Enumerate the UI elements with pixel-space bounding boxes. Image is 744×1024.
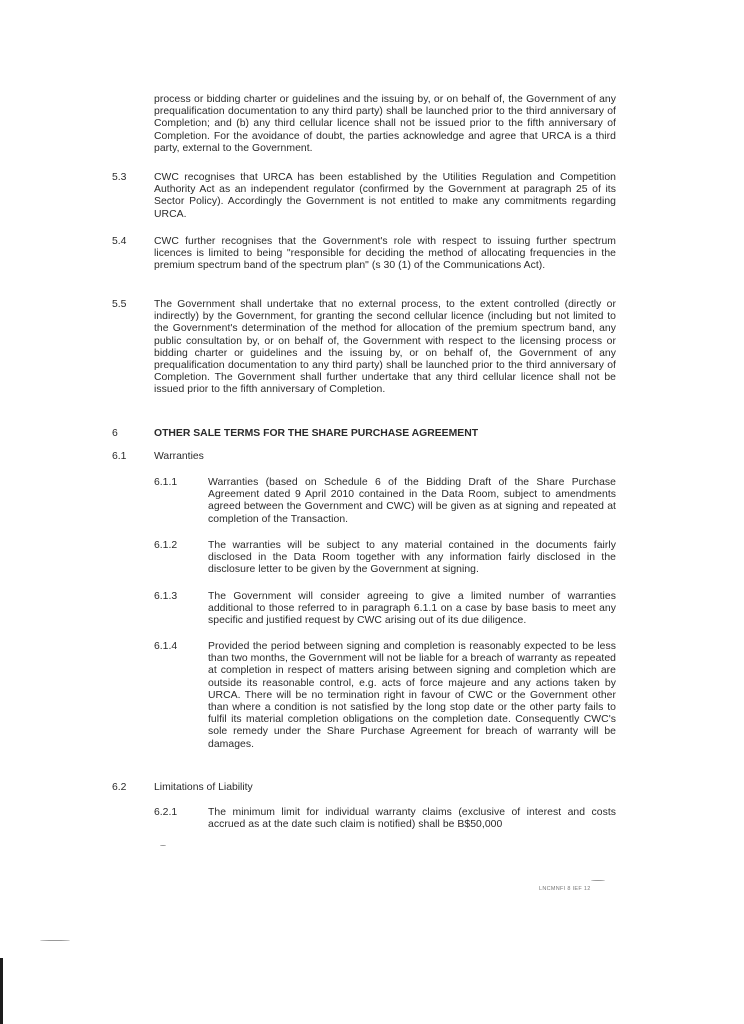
section-number-6: 6 (112, 428, 118, 439)
clause-text-6-1-4: Provided the period between signing and completion is reasonably expected to be less than two months, the Government will not be liable for a breach of warranty as repeated at completion in respect of matters arising between signing and completion which are outside its reasonable control, e.g. acts of force majeure and any actions taken by URCA. There will be no termination right in favour of CWC or the Government other than where a condition is not satisfied by the long stop date or the other party fails to fulfil its material completion obligations on the completion date. Consequently CWC's sole remedy under the Share Purchase Agreement for breach of warranty will be damages. (208, 641, 616, 750)
clause-number-6-2-1: 6.2.1 (154, 807, 178, 818)
scan-edge-mark (0, 958, 3, 1024)
scan-speck (160, 845, 166, 846)
clause-text-6-1-3: The Government will consider agreeing to give a limited number of warranties additional to those referred to in paragraph 6.1.1 on a case by base basis to meet any specific and justified request by CWC arising out of its due diligence. (208, 591, 616, 627)
scan-speck (40, 940, 70, 941)
section-text-5-3: CWC recognises that URCA has been established by the Utilities Regulation and Competition Authority Act as an independent regulator (confirmed by the Government at paragraph 25 of its Sector Policy). Accordingly the Government is not entitled to make any commitments regarding URCA. (154, 172, 616, 220)
footer-reference: LNCMNFI 8 IEF 12 (539, 886, 591, 892)
clause-number-6-1-1: 6.1.1 (154, 477, 178, 488)
clause-text-6-1-1: Warranties (based on Schedule 6 of the Bidding Draft of the Share Purchase Agreement dated 9 April 2010 contained in the Data Room, subject to amendments agreed between the Government and CWC) will be given as at signing and repeated at completion of the Transaction. (208, 477, 616, 525)
section-text-5-4: CWC further recognises that the Government's role with respect to issuing further spectrum licences is limited to being "responsible for deciding the method of allocating frequencies in the premium spectrum band of the spectrum plan" (s 30 (1) of the Communications Act). (154, 236, 616, 272)
section-heading-6-2: Limitations of Liability (154, 782, 253, 793)
section-number-6-1: 6.1 (112, 451, 127, 462)
clause-text-6-2-1: The minimum limit for individual warranty claims (exclusive of interest and costs accrued as at the date such claim is notified) shall be B$50,000 (208, 807, 616, 831)
section-text-5-5: The Government shall undertake that no external process, to the extent controlled (directly or indirectly) by the Government, for granting the second cellular licence (including but not limited to the Government's determination of the method for allocation of the premium spectrum band, any public consultation by, or on behalf of, the Government with respect to the licensing process or bidding charter or guidelines and the issuing by, or on behalf of, the Government of any prequalification documentation to any third party) shall be launched prior to the third anniversary of Completion. The Government shall further undertake that any third cellular licence shall not be issued prior to the fifth anniversary of Completion. (154, 299, 616, 396)
clause-number-6-1-2: 6.1.2 (154, 540, 178, 551)
section-heading-6: OTHER SALE TERMS FOR THE SHARE PURCHASE AGREEMENT (154, 428, 479, 439)
section-heading-6-1: Warranties (154, 451, 204, 462)
section-number-5-4: 5.4 (112, 236, 127, 247)
section-number-6-2: 6.2 (112, 782, 127, 793)
paragraph-continuation: process or bidding charter or guidelines and the issuing by, or on behalf of, the Government of any prequalification documentation to any third party) shall be launched prior to the third anniversary of Completion; and (b) any third cellular licence shall not be issued prior to the fifth anniversary of Completion. For the avoidance of doubt, the parties acknowledge and agree that URCA is a third party, external to the Government. (154, 94, 616, 154)
clause-number-6-1-4: 6.1.4 (154, 641, 178, 652)
section-number-5-3: 5.3 (112, 172, 127, 183)
clause-text-6-1-2: The warranties will be subject to any material contained in the documents fairly disclosed in the Data Room together with any information fairly disclosed in the disclosure letter to be given by the Government at signing. (208, 540, 616, 576)
scan-speck (591, 880, 605, 881)
section-number-5-5: 5.5 (112, 299, 127, 310)
clause-number-6-1-3: 6.1.3 (154, 591, 178, 602)
